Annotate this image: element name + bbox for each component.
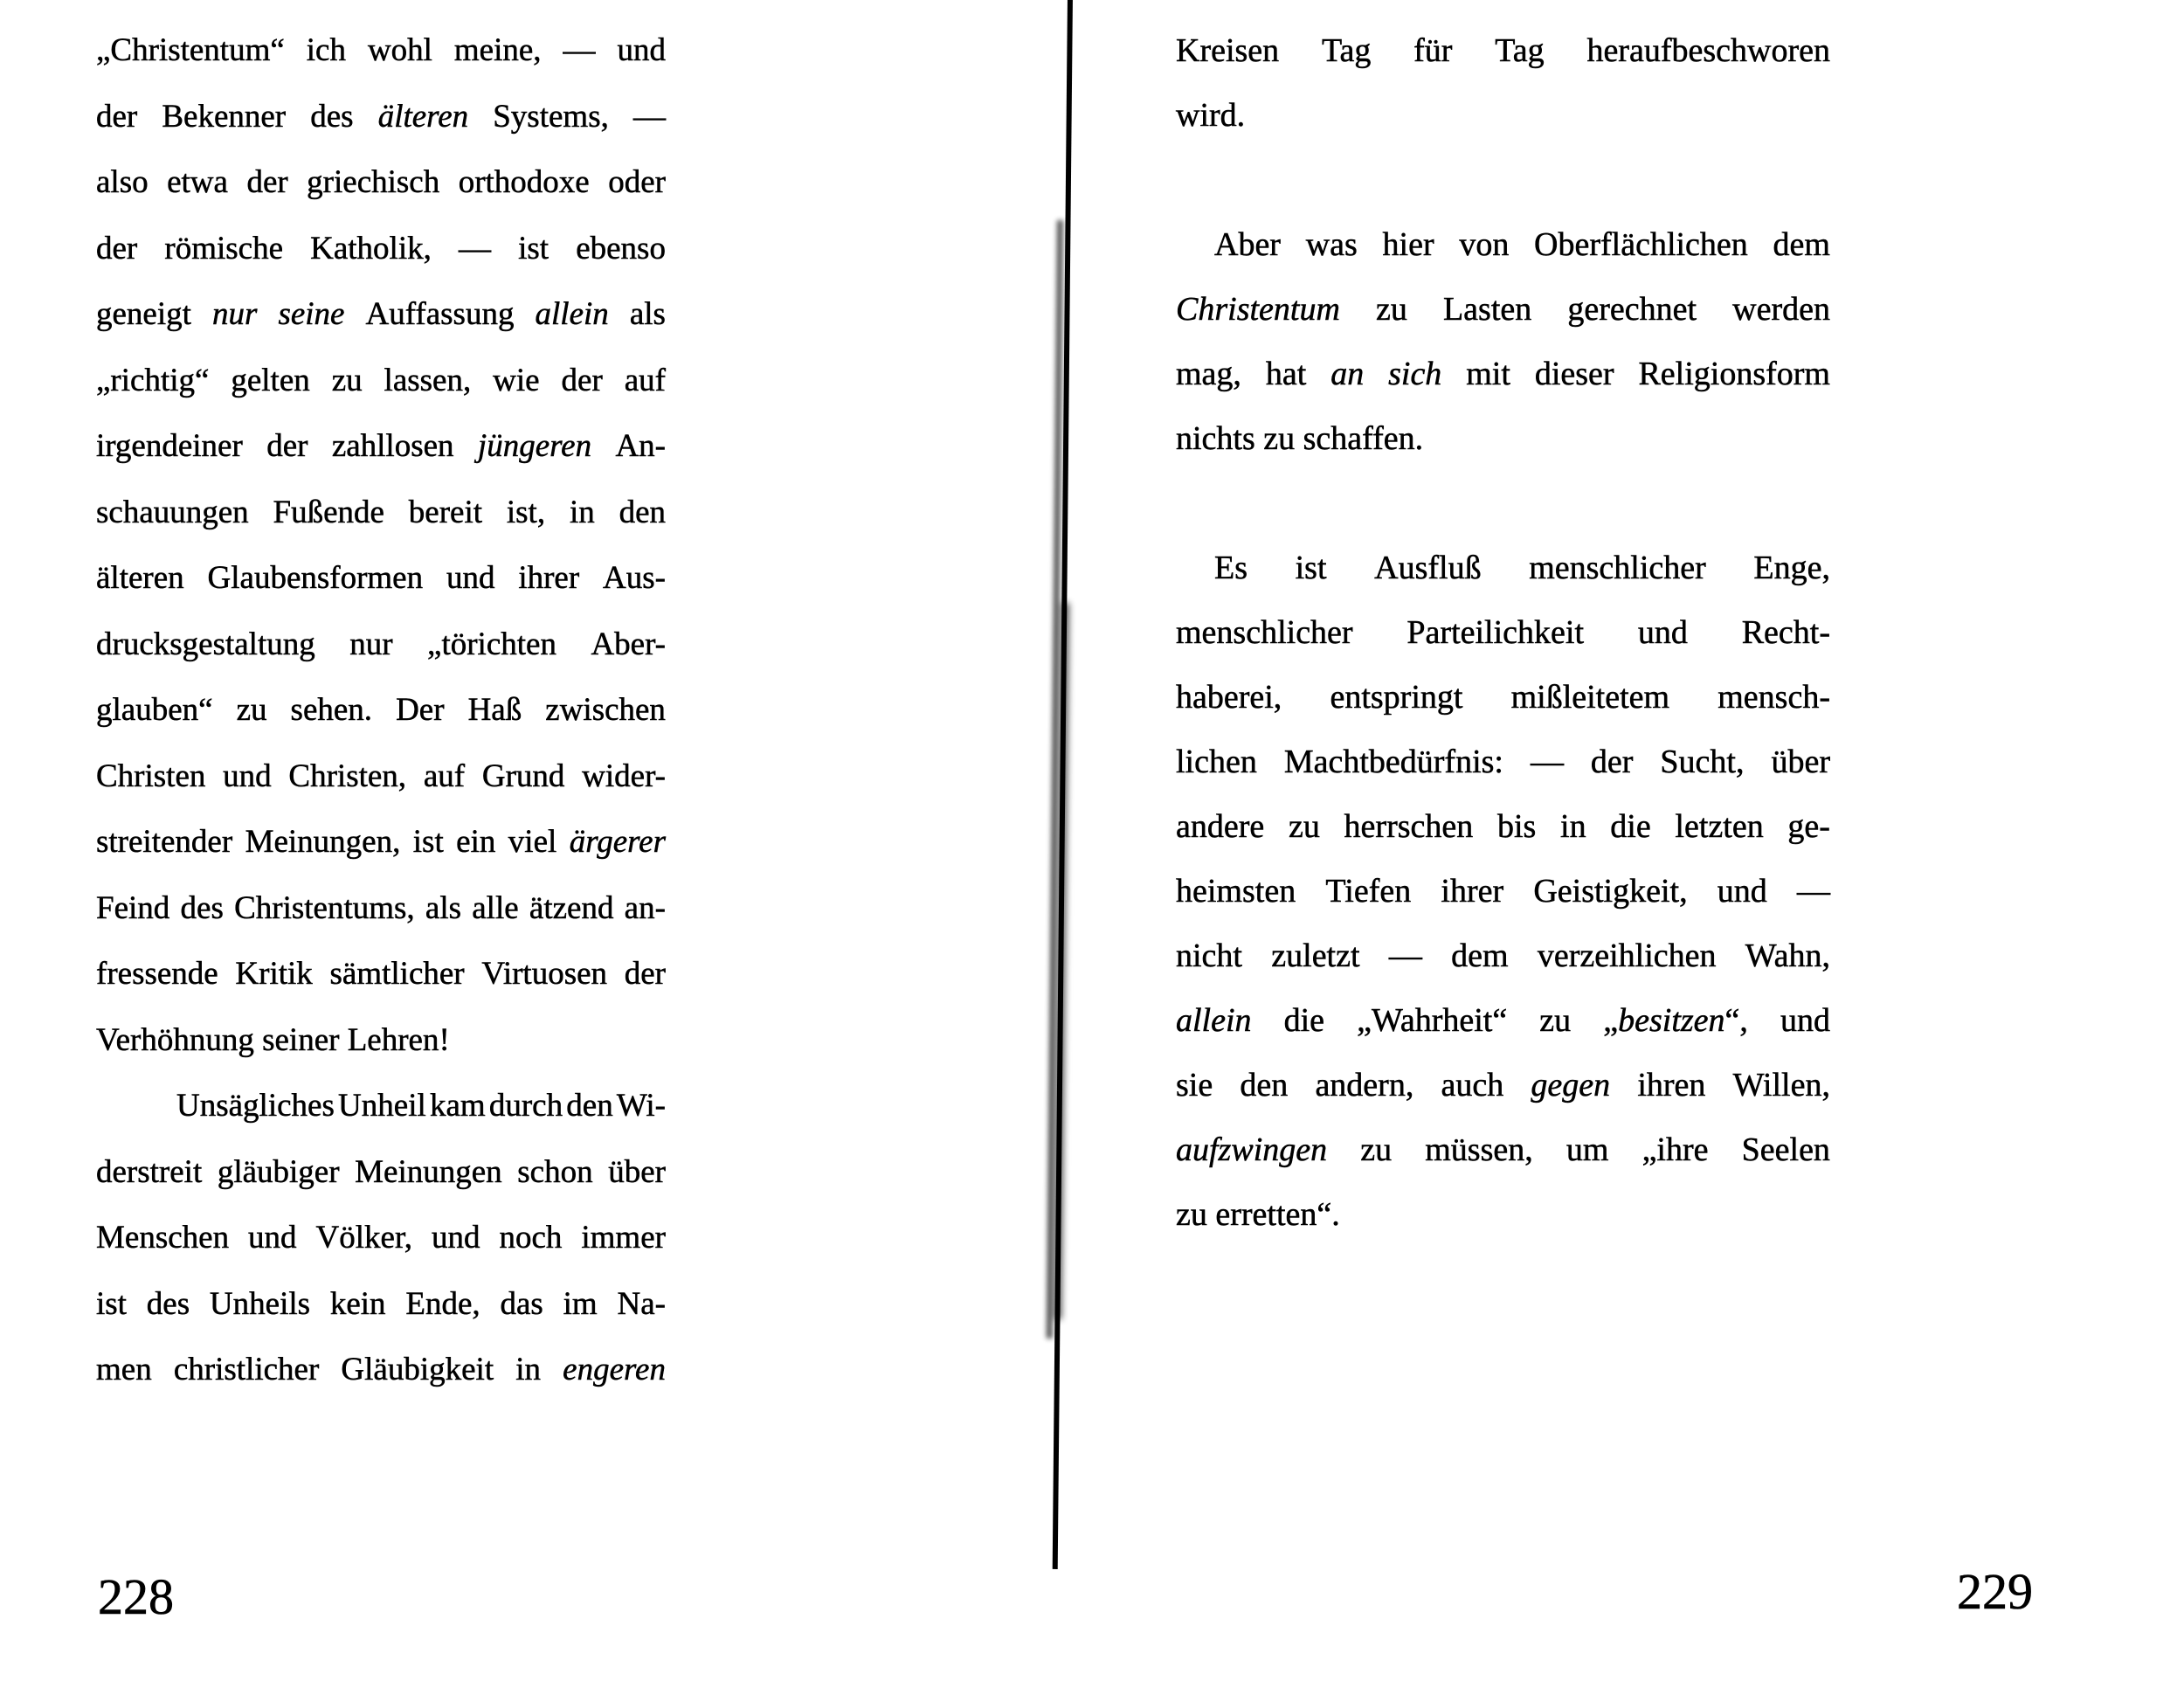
text-run: der bbox=[96, 230, 138, 266]
text-run: für bbox=[1413, 32, 1453, 69]
text-run: müssen, bbox=[1425, 1131, 1533, 1168]
text-line bbox=[96, 1139, 666, 1206]
text-run: schon bbox=[517, 1153, 593, 1190]
binding-shadow-smudge bbox=[1047, 220, 1063, 1339]
right-page-number: 229 bbox=[1957, 1563, 2033, 1620]
text-run: gegen bbox=[1531, 1067, 1611, 1103]
text-run: und bbox=[432, 1220, 480, 1256]
text-run: Völker, bbox=[315, 1220, 413, 1256]
text-line bbox=[1176, 212, 1830, 277]
text-line bbox=[96, 216, 666, 282]
text-run: Der bbox=[396, 692, 445, 728]
text-line bbox=[96, 1337, 666, 1403]
text-run: schauungen bbox=[96, 494, 249, 530]
text-run: andern, bbox=[1315, 1067, 1414, 1103]
text-run: der bbox=[561, 362, 603, 398]
text-run: und bbox=[617, 32, 666, 68]
text-run: sich bbox=[1388, 356, 1442, 392]
text-run: ich bbox=[306, 32, 346, 68]
text-run: ist bbox=[412, 824, 444, 860]
text-run: Christentums, bbox=[234, 889, 415, 926]
text-run: drucksgestaltung bbox=[96, 626, 315, 662]
text-run: — bbox=[563, 32, 596, 68]
text-run: Ende, bbox=[405, 1285, 480, 1322]
binding-line bbox=[1053, 0, 1073, 1569]
text-run: fressende bbox=[96, 956, 218, 992]
text-run: ge- bbox=[1787, 808, 1830, 845]
text-run: auf bbox=[423, 758, 466, 794]
text-run: Christentum bbox=[1176, 291, 1340, 328]
text-run: Systems, bbox=[493, 98, 609, 135]
text-run: „Christentum“ bbox=[96, 32, 285, 68]
text-run: ärgerer bbox=[569, 824, 666, 860]
text-run: andere bbox=[1176, 808, 1265, 845]
text-run: Bekenner bbox=[162, 98, 287, 135]
text-run: der bbox=[1590, 744, 1634, 780]
text-run: — bbox=[1388, 937, 1422, 974]
text-run: ist bbox=[96, 1285, 127, 1322]
text-run: Wahn, bbox=[1745, 937, 1830, 974]
text-run: ebenso bbox=[576, 230, 666, 266]
text-line bbox=[96, 809, 666, 875]
right-page-text bbox=[1176, 18, 1830, 1247]
text-run: zu bbox=[1360, 1131, 1393, 1168]
text-run: römische bbox=[164, 230, 283, 266]
text-run: ätzend bbox=[529, 889, 614, 926]
text-run: mensch- bbox=[1717, 679, 1830, 716]
text-run: — bbox=[458, 230, 491, 266]
text-run: Lasten bbox=[1442, 291, 1532, 328]
text-run: Aus- bbox=[603, 560, 666, 596]
text-run: zu erretten“. bbox=[1176, 1196, 1340, 1233]
text-run: den bbox=[566, 1088, 613, 1124]
text-run: Glaubensformen bbox=[207, 560, 424, 596]
left-page-number: 228 bbox=[98, 1568, 174, 1625]
text-run: meine, bbox=[453, 32, 542, 68]
text-run: ihren bbox=[1637, 1067, 1706, 1103]
text-run: nichts zu schaffen. bbox=[1176, 420, 1424, 457]
text-run: über bbox=[608, 1153, 666, 1190]
text-run: gläubiger bbox=[217, 1153, 340, 1190]
text-run: ist bbox=[518, 230, 549, 266]
text-run: seine bbox=[278, 296, 345, 332]
text-run: letzten bbox=[1675, 808, 1764, 845]
text-run: und bbox=[1717, 873, 1767, 910]
text-run: Unsägliches bbox=[176, 1088, 335, 1124]
text-run: über bbox=[1771, 744, 1830, 780]
text-run: mag, bbox=[1176, 356, 1241, 392]
text-line bbox=[1176, 1053, 1830, 1117]
text-run: haberei, bbox=[1176, 679, 1282, 716]
text-line bbox=[96, 744, 666, 810]
text-run: glauben“ bbox=[96, 692, 213, 728]
text-line bbox=[96, 875, 666, 942]
text-run: und bbox=[446, 560, 495, 596]
text-run: mit bbox=[1466, 356, 1510, 392]
text-run: der bbox=[624, 956, 666, 992]
text-run: Seelen bbox=[1741, 1131, 1830, 1168]
text-run: auch bbox=[1441, 1067, 1504, 1103]
text-run: bereit bbox=[408, 494, 483, 530]
text-line bbox=[1176, 83, 1830, 148]
text-run: Meinungen, bbox=[245, 824, 401, 860]
text-run: Fußende bbox=[273, 494, 384, 530]
text-run: sie bbox=[1176, 1067, 1213, 1103]
text-run: in bbox=[515, 1352, 542, 1387]
text-line bbox=[96, 1271, 666, 1338]
text-run: und bbox=[1780, 1002, 1830, 1039]
text-line bbox=[96, 1205, 666, 1271]
text-line bbox=[1176, 18, 1830, 83]
text-line bbox=[96, 149, 666, 216]
text-run: gelten bbox=[231, 362, 310, 398]
text-run: menschlicher bbox=[1176, 614, 1353, 651]
text-run: Haß bbox=[467, 692, 522, 728]
text-line bbox=[1176, 342, 1830, 406]
text-run: um bbox=[1565, 1131, 1609, 1168]
text-run: werden bbox=[1732, 291, 1830, 328]
text-run: ihrer bbox=[1441, 873, 1504, 910]
text-run: immer bbox=[581, 1220, 666, 1256]
text-run: griechisch bbox=[307, 164, 440, 200]
text-run: allein bbox=[535, 296, 609, 332]
text-run: engeren bbox=[563, 1352, 666, 1387]
text-run: die bbox=[1610, 808, 1651, 845]
text-run: der bbox=[96, 98, 138, 135]
text-run: zu bbox=[331, 362, 363, 398]
text-run: „törichten bbox=[427, 626, 556, 662]
text-run: zwischen bbox=[545, 692, 666, 728]
text-run: dem bbox=[1451, 937, 1509, 974]
text-run: Wi- bbox=[616, 1088, 666, 1124]
text-run: kam bbox=[429, 1088, 486, 1124]
text-run: wohl bbox=[367, 32, 432, 68]
text-run: Tag bbox=[1321, 32, 1372, 69]
text-line bbox=[96, 413, 666, 480]
text-line bbox=[1176, 600, 1830, 665]
text-run: Grund bbox=[481, 758, 565, 794]
text-run: aufzwingen bbox=[1176, 1131, 1328, 1168]
text-run: Geistigkeit, bbox=[1533, 873, 1688, 910]
text-run: älteren bbox=[96, 560, 184, 596]
text-run: dieser bbox=[1534, 356, 1614, 392]
text-line bbox=[96, 612, 666, 678]
text-line bbox=[1176, 665, 1830, 730]
text-run: zuletzt bbox=[1271, 937, 1360, 974]
text-run: — bbox=[1530, 744, 1564, 780]
text-line bbox=[96, 1007, 666, 1074]
text-run: lichen bbox=[1176, 744, 1257, 780]
text-run: Machtbedürfnis: bbox=[1283, 744, 1503, 780]
text-run: „Wahrheit“ bbox=[1357, 1002, 1508, 1039]
text-run: irgendeiner bbox=[96, 428, 243, 464]
text-run: im bbox=[563, 1285, 598, 1322]
text-run: nur bbox=[349, 626, 393, 662]
text-run: alle bbox=[472, 889, 519, 926]
text-run: hier bbox=[1382, 226, 1434, 263]
text-run: Virtuosen bbox=[481, 956, 608, 992]
text-line bbox=[96, 84, 666, 150]
text-run: „richtig“ bbox=[96, 362, 210, 398]
text-run: Tiefen bbox=[1325, 873, 1412, 910]
text-run: der bbox=[266, 428, 308, 464]
text-run: — bbox=[632, 98, 666, 135]
text-run: sämtlicher bbox=[329, 956, 465, 992]
text-run: bis bbox=[1496, 808, 1537, 845]
text-line bbox=[1176, 1182, 1830, 1247]
text-run: men bbox=[96, 1352, 152, 1387]
text-run: Willen, bbox=[1732, 1067, 1830, 1103]
text-line bbox=[96, 677, 666, 744]
text-run: Oberflächlichen bbox=[1534, 226, 1748, 263]
text-run: Recht- bbox=[1741, 614, 1830, 651]
text-run: viel bbox=[508, 824, 557, 860]
text-run: hat bbox=[1265, 356, 1307, 392]
text-run: durch bbox=[488, 1088, 563, 1124]
text-line bbox=[1176, 924, 1830, 988]
text-run: Menschen bbox=[96, 1220, 230, 1256]
text-run: wider- bbox=[582, 758, 666, 794]
text-run: Ausfluß bbox=[1374, 550, 1482, 586]
text-run: jüngeren bbox=[477, 428, 592, 464]
text-run: Unheils bbox=[209, 1285, 311, 1322]
text-line bbox=[1176, 536, 1830, 600]
text-run: etwa bbox=[167, 164, 228, 200]
text-run: zu bbox=[1539, 1002, 1572, 1039]
text-line bbox=[96, 545, 666, 612]
text-line bbox=[96, 480, 666, 546]
text-run: oder bbox=[608, 164, 666, 200]
text-run: in bbox=[1560, 808, 1586, 845]
text-run: Kritik bbox=[235, 956, 313, 992]
text-run: den bbox=[619, 494, 666, 530]
text-run: Gläubigkeit bbox=[341, 1352, 494, 1387]
text-run: Kreisen bbox=[1176, 32, 1280, 69]
text-run: das bbox=[500, 1285, 543, 1322]
text-line bbox=[96, 348, 666, 414]
text-run: An- bbox=[615, 428, 666, 464]
text-run: Christen, bbox=[288, 758, 407, 794]
text-run: als bbox=[425, 889, 462, 926]
text-run: der bbox=[246, 164, 288, 200]
text-run: den bbox=[1240, 1067, 1289, 1103]
text-line bbox=[1176, 406, 1830, 471]
text-run: die bbox=[1283, 1002, 1325, 1039]
text-run: Aber bbox=[1214, 226, 1281, 263]
text-run: Religionsform bbox=[1638, 356, 1830, 392]
text-run: an- bbox=[624, 889, 666, 926]
text-run: des bbox=[146, 1285, 190, 1322]
text-run: was bbox=[1305, 226, 1358, 263]
text-run: noch bbox=[499, 1220, 563, 1256]
text-run: orthodoxe bbox=[458, 164, 590, 200]
text-run: an bbox=[1330, 356, 1365, 392]
text-run: Auffassung bbox=[365, 296, 515, 332]
text-run: dem bbox=[1773, 226, 1830, 263]
text-run: ein bbox=[456, 824, 496, 860]
text-run: älteren bbox=[377, 98, 469, 135]
text-line bbox=[1176, 859, 1830, 924]
text-run: allein bbox=[1176, 1002, 1252, 1039]
text-run: Unheil bbox=[338, 1088, 426, 1124]
text-run: und bbox=[1637, 614, 1688, 651]
text-run: Meinungen bbox=[355, 1153, 502, 1190]
text-line bbox=[1176, 1117, 1830, 1182]
text-run: geneigt bbox=[96, 296, 191, 332]
text-run: herrschen bbox=[1344, 808, 1474, 845]
text-run: Katholik, bbox=[310, 230, 432, 266]
text-run: zahllosen bbox=[331, 428, 454, 464]
text-run: des bbox=[180, 889, 224, 926]
text-run: nicht bbox=[1176, 937, 1242, 974]
text-run: mißleitetem bbox=[1510, 679, 1670, 716]
text-run: wird. bbox=[1176, 97, 1246, 134]
text-run: heimsten bbox=[1176, 873, 1296, 910]
text-run: derstreit bbox=[96, 1153, 203, 1190]
text-run: „besitzen“, bbox=[1603, 1002, 1748, 1039]
text-run: kein bbox=[329, 1285, 386, 1322]
text-run: und bbox=[223, 758, 272, 794]
text-run: ist, bbox=[506, 494, 546, 530]
text-run: menschlicher bbox=[1529, 550, 1706, 586]
text-run: zu bbox=[236, 692, 267, 728]
text-run: in bbox=[569, 494, 595, 530]
text-run: heraufbeschworen bbox=[1586, 32, 1830, 69]
text-run: Parteilichkeit bbox=[1406, 614, 1585, 651]
text-run: Na- bbox=[617, 1285, 666, 1322]
text-run: christlicher bbox=[173, 1352, 320, 1387]
text-run: also bbox=[96, 164, 149, 200]
text-run: streitender bbox=[96, 824, 233, 860]
text-run: des bbox=[310, 98, 354, 135]
text-run: auf bbox=[624, 362, 666, 398]
text-run: „ihre bbox=[1641, 1131, 1709, 1168]
text-run: sehen. bbox=[290, 692, 373, 728]
text-line bbox=[96, 17, 666, 84]
text-line bbox=[1176, 730, 1830, 794]
text-run: Enge, bbox=[1753, 550, 1830, 586]
text-run: als bbox=[629, 296, 666, 332]
text-run: — bbox=[1796, 873, 1830, 910]
text-run: Aber- bbox=[591, 626, 666, 662]
text-run: zu bbox=[1288, 808, 1320, 845]
text-line bbox=[96, 941, 666, 1007]
text-run: verzeihlichen bbox=[1537, 937, 1717, 974]
left-page-text bbox=[96, 17, 666, 1403]
text-line bbox=[1176, 277, 1830, 342]
text-run: entspringt bbox=[1330, 679, 1463, 716]
text-run: lassen, bbox=[384, 362, 472, 398]
text-run: Tag bbox=[1495, 32, 1545, 69]
text-run: wie bbox=[493, 362, 540, 398]
text-run: von bbox=[1459, 226, 1510, 263]
text-run: Es bbox=[1214, 550, 1248, 586]
text-line bbox=[96, 1073, 666, 1139]
text-line bbox=[1176, 794, 1830, 859]
text-line bbox=[1176, 988, 1830, 1053]
text-line bbox=[96, 281, 666, 348]
text-run: Verhöhnung seiner Lehren! bbox=[96, 1021, 450, 1058]
text-run: ist bbox=[1295, 550, 1327, 586]
binding-shadow-smudge bbox=[1054, 603, 1069, 1319]
text-run: nur bbox=[211, 296, 258, 332]
text-run: Feind bbox=[96, 889, 170, 926]
text-run: Christen bbox=[96, 758, 206, 794]
text-run: ihrer bbox=[518, 560, 580, 596]
text-run: und bbox=[248, 1220, 297, 1256]
text-run: gerechnet bbox=[1567, 291, 1697, 328]
text-run: zu bbox=[1376, 291, 1407, 328]
text-run: Sucht, bbox=[1660, 744, 1745, 780]
